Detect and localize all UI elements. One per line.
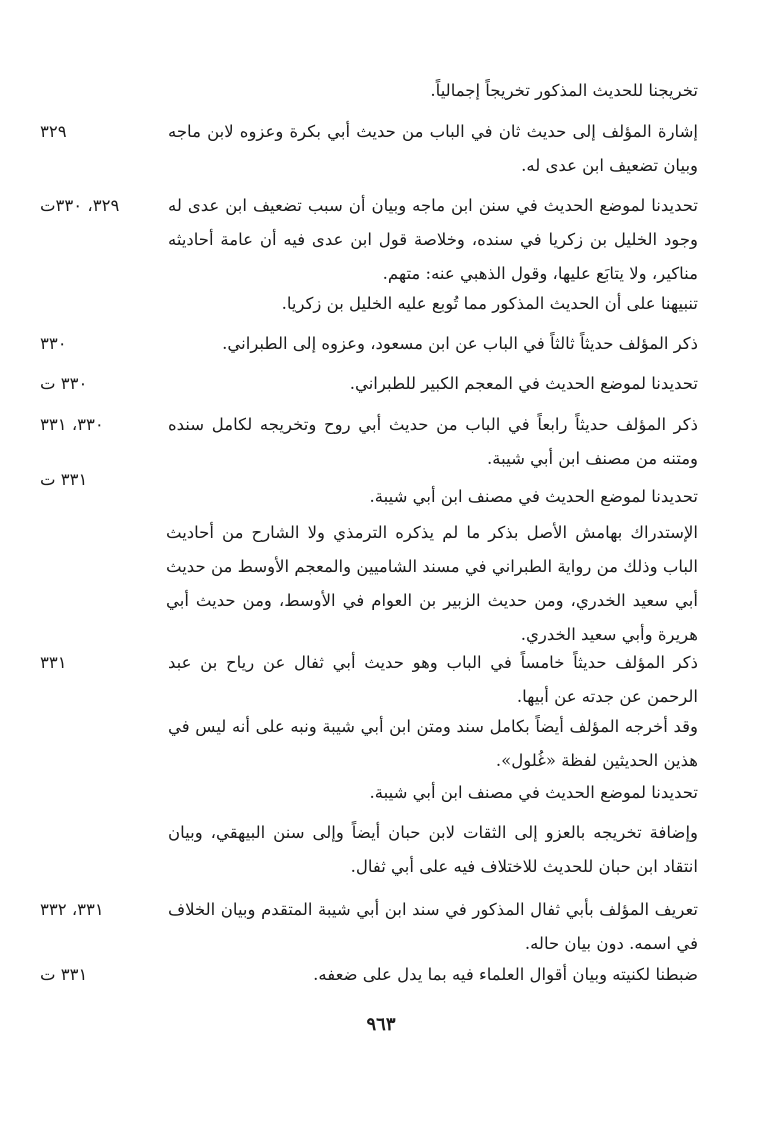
entry-text: وقد أخرجه المؤلف أيضاً بكامل سند ومتن ابن أبي شيبة ونبه على أنه ليس في هذين الحديثين لفظة «غُلول». <box>168 717 698 770</box>
entry-text: تخريجنا للحديث المذكور تخريجاً إجمالياً. <box>430 81 698 100</box>
entry-text: ضبطنا لكنيته وبيان أقوال العلماء فيه بما يدل على ضعفه. <box>313 965 698 984</box>
entry-page-ref: ٣٢٩ <box>40 122 67 141</box>
page-number: ٩٦٣ <box>366 1014 396 1035</box>
entry-page-ref: ٣٣١ <box>40 653 67 672</box>
entry-page-ref: ٣٣٠ ت <box>40 374 88 393</box>
entry-text: ذكر المؤلف حديثاً رابعاً في الباب من حديث أبي روح وتخريجه لكامل سنده ومتنه من مصنف ابن أبي شيبة. <box>168 415 698 468</box>
entry-text: تحديدنا لموضع الحديث في سنن ابن ماجه وبيان أن سبب تضعيف ابن عدى له وجود الخليل بن زكريا في سنده، وخلاصة قول ابن عدى فيه أن عامة أحاديثه مناكير، ولا يتابَع عليها، وقول الذهبي عنه: متهم. <box>168 196 698 283</box>
entry-text: وإضافة تخريجه بالعزو إلى الثقات لابن حبان أيضاً وإلى سنن البيهقي، وبيان انتقاد ابن حبان للحديث للاختلاف فيه على أبي ثفال. <box>168 823 698 876</box>
entry-page-ref: ٣٣١ ت <box>40 470 88 489</box>
entry-page-ref: ٣٣١، ٣٣٢ <box>40 900 104 919</box>
entry-text: تحديدنا لموضع الحديث في مصنف ابن أبي شيبة. <box>369 783 698 802</box>
entry-text: إشارة المؤلف إلى حديث ثان في الباب من حديث أبي بكرة وعزوه لابن ماجه وبيان تضعيف ابن عدى له. <box>168 122 698 175</box>
entry-text: ذكر المؤلف حديثاً ثالثاً في الباب عن ابن مسعود، وعزوه إلى الطبراني. <box>222 334 698 353</box>
entry-text: تحديدنا لموضع الحديث في مصنف ابن أبي شيبة. <box>369 487 698 506</box>
entry-page-ref: ٣٣٠ <box>40 334 67 353</box>
entry-text: تنبيهنا على أن الحديث المذكور مما تُوبع عليه الخليل بن زكريا. <box>281 294 698 313</box>
entry-text: الإستدراك بهامش الأصل بذكر ما لم يذكره الترمذي ولا الشارح من أحاديث الباب وذلك من رواية الطبراني في مسند الشاميين والمعجم الأوسط من حديث أبي سعيد الخدري، ومن حديث الزبير بن العوام في الأوسط، ومن حديث أبي هريرة وأبي سعيد الخدري. <box>166 523 698 644</box>
entry-text: تحديدنا لموضع الحديث في المعجم الكبير للطبراني. <box>349 374 698 393</box>
entry-page-ref: ٣٣١ ت <box>40 965 88 984</box>
entry-text: ذكر المؤلف حديثاً خامساً في الباب وهو حديث أبي ثفال عن رياح بن عبد الرحمن عن جدته عن أبيها. <box>168 653 698 706</box>
entry-text: تعريف المؤلف بأبي ثفال المذكور في سند ابن أبي شيبة المتقدم وبيان الخلاف في اسمه. دون بيان حاله. <box>168 900 698 953</box>
entry-page-ref: ٣٢٩، ٣٣٠ت <box>40 196 120 215</box>
entry-page-ref: ٣٣٠، ٣٣١ <box>40 415 104 434</box>
